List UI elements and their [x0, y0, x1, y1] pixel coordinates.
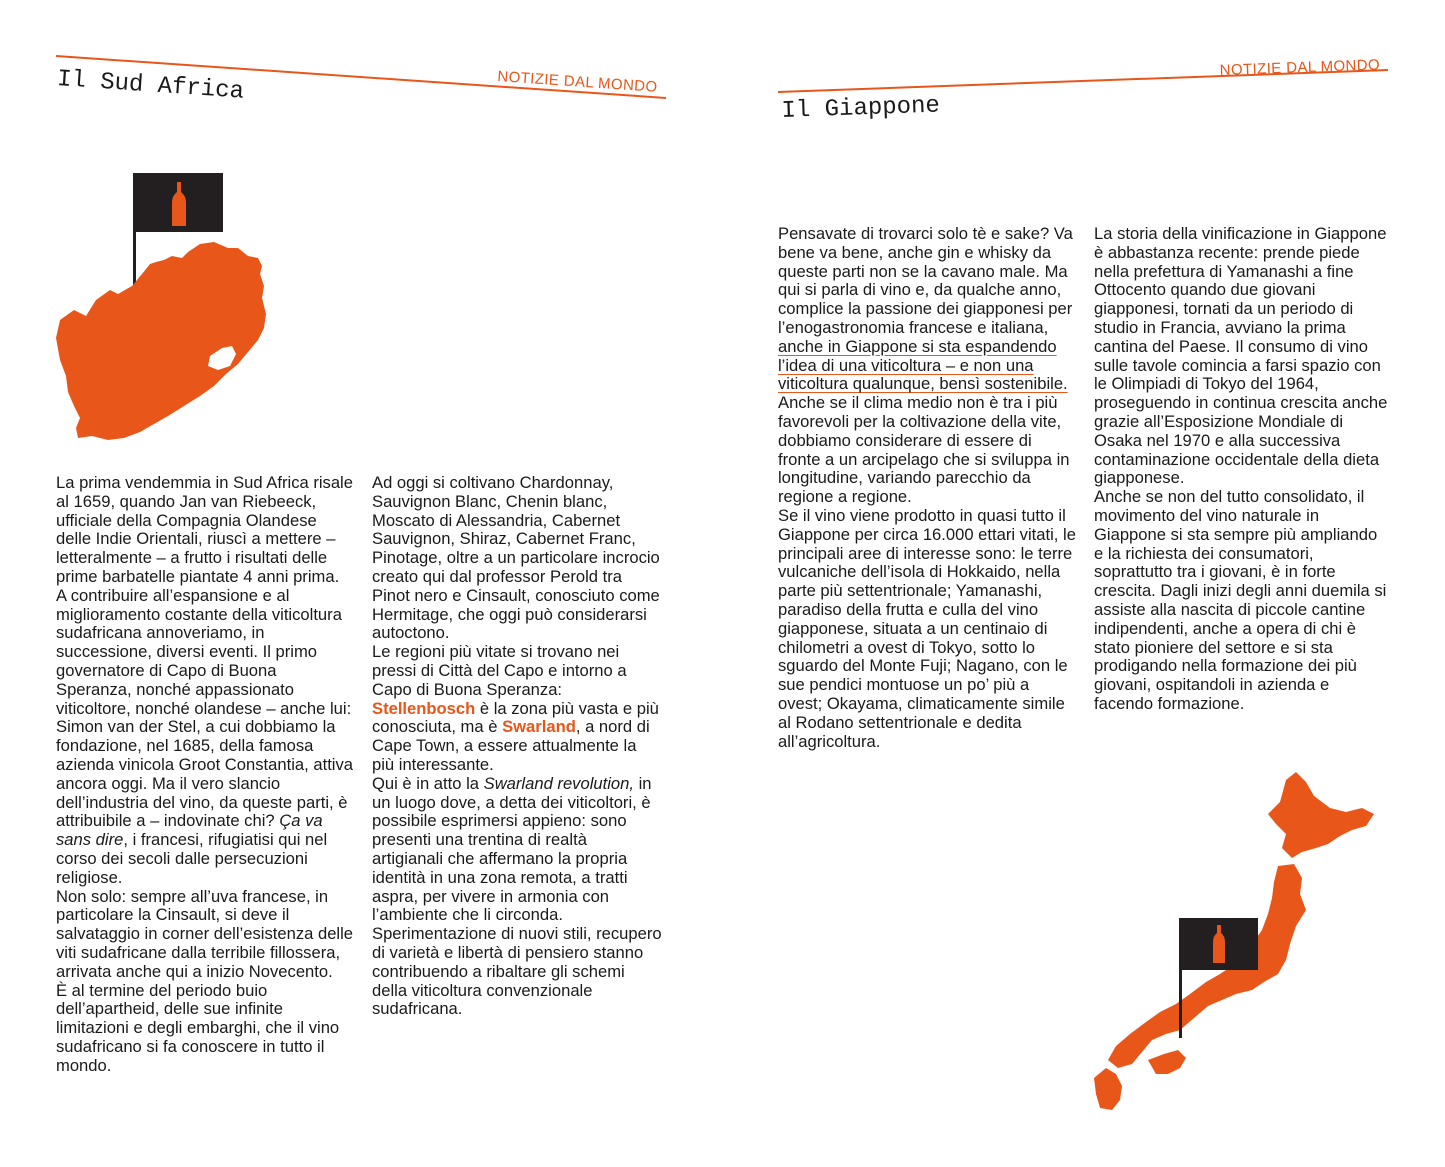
- paragraph: Le regioni più vitate si trovano nei pressi di Città del Capo e intorno a Capo di Buona Speranza: Stellenbosch è la zona più vasta e più conosciuta, ma è Swarland, a nord di Cape Town, a essere attualmente la più interessante.: [372, 642, 659, 774]
- section-label: NOTIZIE DAL MONDO: [1219, 56, 1381, 79]
- paragraph: Non solo: sempre all’uva francese, in particolare la Cinsault, si deve il salvataggio in corner dell’esistenza delle viti sudafricane dalla terribile fillossera, arrivata anche qui a inizio Novecento.: [56, 886, 354, 981]
- paragraph: A contribuire all’espansione e al miglioramento costante della viticoltura sudafricana annoveriamo, in successione, diversi eventi. Il primo governatore di Capo di Buona Speranza, nonché appassionato viticoltore, nonché olandese – anche lui: Simon van der Stel, a cui dobbiamo la fondazione, nel 1685, della famosa azienda vinicola Groot Constantia, attiva ancora oggi. Ma il vero slancio dell’industria del vino, da queste parti, è attribuibile a – indovinate chi? Ça va sans dire, i francesi, rifugiatisi qui nel corso dei secoli dalle persecuzioni religiose.: [56, 585, 354, 887]
- paragraph: Qui è in atto la Swarland revolution, in un luogo dove, a detta dei viticoltori, è possibile esprimersi appieno: sono presenti una trentina di realtà artigianali che affermano la propria identità in una zona remota, a tratti aspra, per vivere in armonia con l’ambiente che li circonda. Sperimentazione di nuovi stili, recupero di varietà e libertà di pensiero stanno contribuendo a ribaltare gli schemi della viticoltura convenzionale sudafricana.: [372, 773, 662, 1019]
- paragraph: Anche se il clima medio non è tra i più favorevoli per la coltivazione della vite, dobbiamo considerare di essere di fronte a un arcipelago che si sviluppa in longitudine, variando parecchio da regione a regione.: [778, 393, 1070, 507]
- south-africa-map-icon: [52, 170, 282, 445]
- right-page: [722, 0, 1445, 1167]
- underlined-quote: anche in Giappone si sta espandendo l’idea di una viticoltura – e non una viticoltura qualunque, bensì sostenibile.: [778, 336, 1068, 394]
- paragraph: La storia della vinificazione in Giappone è abbastanza recente: prende piede nella prefettura di Yamanashi a fine Ottocento quando due giovani giapponesi, tornati da un periodo di studio in Francia, avviano la prima cantina del Paese. Il consumo di vino sulle tavole comincia a farsi spazio con le Olimpiadi di Tokyo del 1964, proseguendo in continua crescita anche grazie all’Esposizione Mondiale di Osaka nel 1970 e alla successiva contaminazione occidentale della dieta giapponese.: [1094, 224, 1388, 488]
- section-label: NOTIZIE DAL MONDO: [496, 68, 659, 96]
- paragraph: Ad oggi si coltivano Chardonnay, Sauvignon Blanc, Chenin blanc, Moscato di Alessandria, Cabernet Sauvignon, Shiraz, Cabernet Franc, Pinotage, oltre a un particolare incrocio creato qui dal professor Perold tra Pinot nero e Cinsault, conosciuto come Hermitage, che oggi può considerarsi autoctono.: [372, 473, 660, 643]
- left-page: [0, 0, 722, 1167]
- text-column-2: [1094, 225, 1390, 714]
- text-column-1: [56, 474, 356, 1076]
- japan-map-icon: [1090, 768, 1394, 1114]
- page-title: Il Giappone: [781, 92, 941, 125]
- highlight-stellenbosch: Stellenbosch: [372, 698, 476, 718]
- page-title: Il Sud Africa: [56, 66, 245, 106]
- paragraph: Anche se non del tutto consolidato, il movimento del vino naturale in Giappone si sta sempre più ampliando e la richiesta dei consumatori, soprattutto tra i giovani, è in forte crescita. Dagli inizi degli anni duemila si assiste alla nascita di piccole cantine indipendenti, anche a opera di chi è stato pioniere del settore e si sta prodigando nella formazione dei più giovani, ospitandoli in azienda e facendo formazione.: [1094, 487, 1387, 713]
- highlight-swarland: Swarland: [502, 717, 576, 737]
- paragraph: Pensavate di trovarci solo tè e sake? Va bene va bene, anche gin e whisky da queste parti non se la cavano male. Ma qui si parla di vino e, da qualche anno, complice la passione dei giapponesi per l’enogastronomia francese e italiana, anche in Giappone si sta espandendo l’idea di una viticoltura – e non una viticoltura qualunque, bensì sostenibile.: [778, 224, 1073, 394]
- paragraph: La prima vendemmia in Sud Africa risale al 1659, quando Jan van Riebeeck, ufficiale della Compagnia Olandese delle Indie Orientali, riuscì a mettere – letteralmente – a frutto i risultati delle prime barbatelle piantate 4 anni prima.: [56, 473, 353, 586]
- paragraph: Se il vino viene prodotto in quasi tutto il Giappone per circa 16.000 ettari vitati, le principali aree di interesse sono: le terre vulcaniche dell’isola di Hokkaido, nella parte più settentrionale; Yamanashi, paradiso della frutta e culla del vino giapponese, situata a un centinaio di chilometri a ovest di Tokyo, sotto lo sguardo del Monte Fuji; Nagano, con le sue pendici montuose un po’ più a ovest; Okayama, climaticamente simile al Rodano settentrionale e dedita all’agricoltura.: [778, 505, 1076, 751]
- paragraph: È al termine del periodo buio dell’apartheid, delle sue infinite limitazioni e degli embarghi, che il vino sudafricano si fa conoscere in tutto il mondo.: [56, 980, 340, 1075]
- text-column-1: [778, 225, 1078, 751]
- text-column-2: [372, 474, 662, 1019]
